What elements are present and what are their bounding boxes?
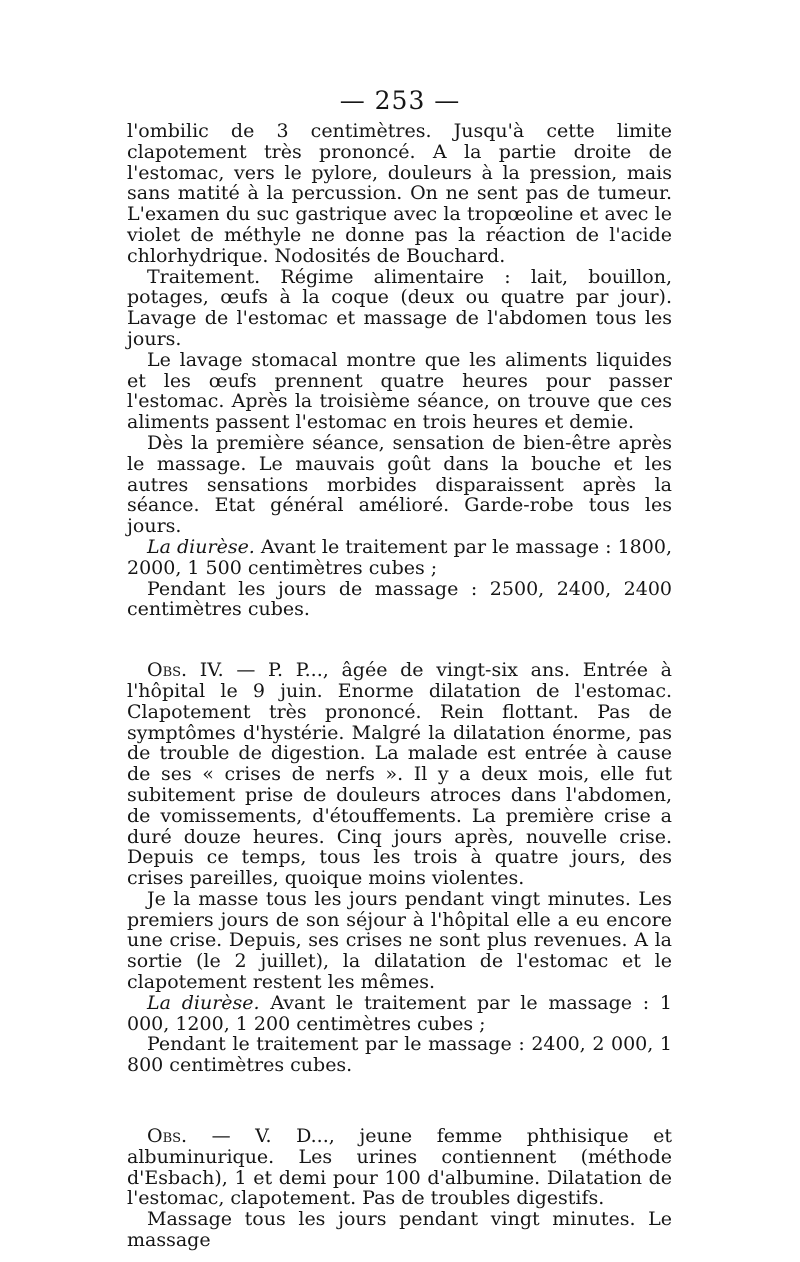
paragraph-exam: l'ombilic de 3 centimètres. Jusqu'à cette limite clapotement très prononcé. A la partie droite de l'estomac, vers le pylore, douleurs à la pression, mais sans matité à la percussion. On ne sent pas de tumeur. L'examen du suc gastrique avec la tropœoline et avec le violet de méthyle ne donne pas la réaction de l'acide chlorhydrique. Nodosités de Bouchard. [127, 120, 672, 267]
paragraph-diuresis-during-iv: Pendant le traitement par le massage : 2400, 2 000, 1 800 centimètres cubes. [127, 1033, 672, 1077]
observation-heading: Obs. IV. [147, 659, 224, 682]
diuresis-before-iv-text: Avant le traitement par le massage : 1 000, 1200, 1 200 centimètres cubes ; [127, 991, 673, 1035]
diuresis-before-text: Avant le traitement par le massage : 1800, 2000, 1 500 centimètres cubes ; [127, 535, 672, 579]
observation-v-text: — V. D..., jeune femme phthisique et albuminurique. Les urines contiennent (méthode d'Esbach), 1 et demi pour 100 d'albumine. Dilatation de l'estomac, clapotement. Pas de troubles digestifs. [127, 1125, 672, 1210]
paragraph-obs-iv [127, 660, 672, 889]
paragraph-diuresis-during: Pendant les jours de massage : 2500, 2400, 2400 centimètres cubes. [127, 577, 672, 621]
paragraph-treatment: Traitement. Régime alimentaire : lait, bouillon, potages, œufs à la coque (deux ou quatre par jour). Lavage de l'estomac et massage de l'abdomen tous les jours. [127, 265, 672, 350]
section-gap [127, 1076, 672, 1126]
diuresis-heading: La diurèse. [147, 535, 255, 558]
section-gap [127, 620, 672, 660]
paragraph-diuresis-before-iv [127, 993, 672, 1035]
observation-iv-text: — P. P..., âgée de vingt-six ans. Entrée à l'hôpital le 9 juin. Enorme dilatation de l'estomac. Clapotement très prononcé. Rein flottant. Pas de symptômes d'hystérie. Malgré la dilatation énorme, pas de trouble de digestion. La malade est entrée à cause de ses « crises de nerfs ». Il y a deux mois, elle fut subitement prise de douleurs atroces dans l'abdomen, de vomissements, d'étouffements. La première crise a duré douze heures. Cinq jours après, nouvelle crise. Depuis ce temps, tous les trois à quatre jours, des crises pareilles, quoique moins violentes. [127, 659, 673, 890]
observation-heading: Obs. [147, 1125, 188, 1148]
page-number: — 253 — [339, 86, 461, 115]
paragraph-first-session: Dès la première séance, sensation de bien-être après le massage. Le mauvais goût dans la bouche et les autres sensations morbides disparaissent après la séance. Etat général amélioré. Garde-robe tous les jours. [127, 431, 672, 538]
paragraph-obs-v [127, 1126, 672, 1209]
body-text [127, 121, 672, 1251]
paragraph-lavage: Le lavage stomacal montre que les aliments liquides et les œufs prennent quatre heures pour passer l'estomac. Après la troisième séance, on trouve que ces aliments passent l'estomac en trois heures et demie. [127, 348, 672, 434]
diuresis-heading: La diurèse. [147, 991, 260, 1014]
paragraph-massage-iv: Je la masse tous les jours pendant vingt minutes. Les premiers jours de son séjour à l'hôpital elle a eu encore une crise. Depuis, ses crises ne sont plus revenues. A la sortie (le 2 juillet), la dilatation de l'estomac et le clapotement restent les mêmes. [127, 887, 672, 994]
paragraph-massage-v: Massage tous les jours pendant vingt minutes. Le massage [127, 1208, 672, 1252]
paragraph-diuresis-before [127, 537, 672, 579]
